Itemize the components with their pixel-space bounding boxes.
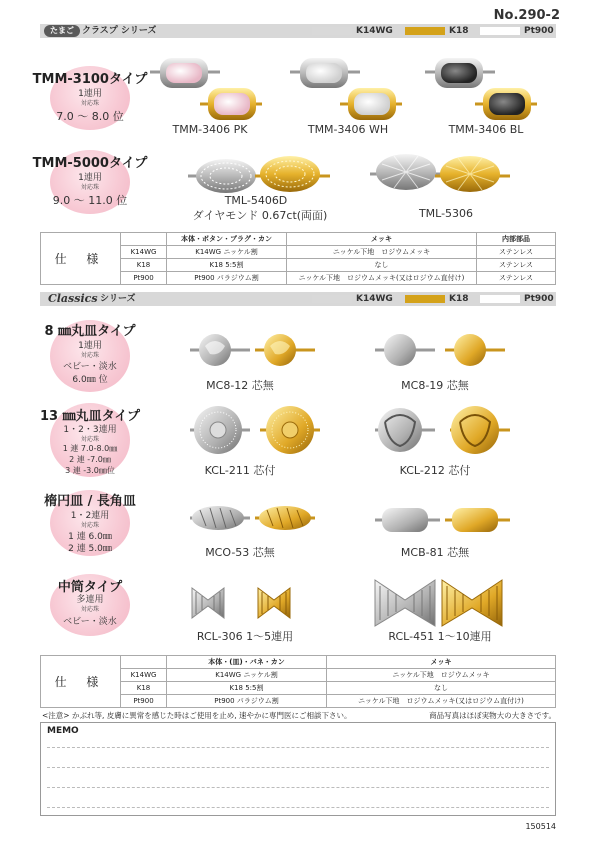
document-number: No.290-2 — [493, 8, 560, 23]
tmm-3406-wh-gold-icon — [340, 88, 402, 120]
tmm-3406-bl-gold-icon — [475, 88, 537, 120]
group-small: 対応珠 — [80, 100, 99, 107]
product-label: TMM-3406 PK — [172, 123, 248, 136]
spec-header: 内部部品 — [477, 233, 556, 246]
group-line: 1・2・3連用 — [63, 425, 117, 435]
group-line: 対応珠 — [80, 352, 99, 359]
spec-cell: K14WG ニッケル割 — [167, 669, 327, 682]
group-range: 7.0 〜 8.0 位 — [56, 110, 124, 123]
group-sub: 1連用 — [78, 173, 102, 183]
spec-cell: K14WG — [121, 669, 167, 682]
product-label: KCL-212 芯付 — [399, 464, 471, 477]
k18-label: K18 — [449, 26, 469, 36]
spec-header: 本体・ボタン・プラグ・カン — [167, 233, 287, 246]
spec-label: 仕 様 — [41, 233, 121, 285]
group-title: 8 ㎜丸皿タイプ — [44, 324, 136, 339]
k14wg-label: K14WG — [356, 294, 393, 304]
group-title: TMM-5000タイプ — [32, 156, 148, 171]
spec-cell: ニッケル下地 ロジウムメッキ — [327, 669, 556, 682]
group-line: ベビー・淡水 — [63, 362, 117, 372]
spec-cell: Pt900 パラジウム割 — [167, 695, 327, 708]
group-small: 対応珠 — [80, 184, 99, 191]
mco-53-silver-icon — [190, 506, 250, 530]
mcb-81-silver-icon — [375, 508, 440, 532]
group-title: 中筒タイプ — [57, 580, 123, 595]
product-label: MCO-53 芯無 — [205, 546, 275, 559]
group-title: TMM-3100タイプ — [32, 72, 148, 87]
memo-line — [47, 747, 549, 748]
spec-header: 本体・(皿)・バネ・カン — [167, 656, 327, 669]
group-line: 対応珠 — [80, 606, 99, 613]
group-line: 2 連 -7.0㎜ — [69, 455, 111, 464]
tml-5306-gold-icon — [435, 156, 510, 192]
tmm-3406-bl-silver-icon — [425, 58, 495, 88]
tml-5306-silver-icon — [370, 154, 442, 190]
spec-cell: ステンレス — [477, 246, 556, 259]
notice-right-text: 商品写真はほぼ実物大の大きさです。 — [429, 711, 556, 720]
product-label: KCL-211 芯付 — [204, 464, 276, 477]
series-bar-classics — [40, 292, 556, 306]
rcl-306-gold-icon — [258, 588, 290, 618]
tml-5406d-silver-diamond-icon — [188, 159, 266, 193]
group-sub: 1連用 — [78, 89, 102, 99]
mc8-19-silver-icon — [375, 334, 435, 366]
series-title-rest: シリーズ — [100, 294, 136, 304]
memo-line — [47, 787, 549, 788]
mc8-12-silver-icon — [190, 334, 250, 366]
memo-title: MEMO — [47, 726, 79, 736]
spec-table-2 — [40, 655, 556, 708]
spec-header: メッキ — [287, 233, 477, 246]
classics-clasp-images — [150, 318, 570, 648]
group-line: 2 連 5.0㎜ — [68, 544, 112, 554]
series-bar-tamago — [40, 24, 556, 38]
spec-cell: K18 — [121, 259, 167, 272]
spec-table-1 — [40, 232, 556, 285]
tmm-3406-pk-silver-icon — [150, 58, 220, 88]
group-line: 6.0㎜ 位 — [72, 375, 108, 385]
spec-cell: K14WG ニッケル割 — [167, 246, 287, 259]
tmm-3406-pk-gold-icon — [200, 88, 262, 120]
product-label: TML-5406D — [224, 194, 288, 207]
pt900-swatch — [480, 27, 520, 35]
spec-cell: K18 — [121, 682, 167, 695]
tmm-3406-wh-silver-icon — [290, 58, 360, 88]
notice-text: <注意> かぶれ等, 皮膚に異常を感じた時はご使用を止め, 速やかに専門医にご相談下さい。 — [42, 711, 352, 720]
tml-5406d-gold-diamond-icon — [255, 156, 330, 192]
spec-cell: なし — [327, 682, 556, 695]
kcl-212-gold-icon — [450, 406, 510, 454]
k18-swatch — [405, 295, 445, 303]
k14wg-swatch — [312, 27, 352, 35]
spec-cell: なし — [287, 259, 477, 272]
product-label: RCL-451 1〜10連用 — [388, 630, 492, 643]
spec-cell: K14WG — [121, 246, 167, 259]
rcl-306-silver-icon — [192, 588, 224, 618]
group-line: 1 連 7.0-8.0㎜ — [62, 444, 118, 453]
k14wg-label: K14WG — [356, 26, 393, 36]
mco-53-gold-icon — [255, 506, 315, 530]
product-label: TMM-3406 WH — [307, 123, 389, 136]
group-line: 対応珠 — [80, 522, 99, 529]
memo-line — [47, 807, 549, 808]
product-label: MCB-81 芯無 — [400, 546, 470, 559]
product-note: ダイヤモンド 0.67ct(両面) — [192, 209, 328, 222]
series-title-italic: Classics — [48, 292, 98, 305]
series-title: クラスプ シリーズ — [82, 26, 157, 36]
product-label: MC8-12 芯無 — [206, 379, 274, 392]
spec-cell: Pt900 — [121, 695, 167, 708]
group-line: 3 連 -3.0㎜位 — [65, 466, 115, 475]
group-title: 楕円皿 / 長角皿 — [44, 494, 136, 509]
kcl-212-silver-icon — [375, 408, 435, 452]
pt900-label: Pt900 — [524, 26, 554, 36]
pt900-swatch — [480, 295, 520, 303]
spec-header: メッキ — [327, 656, 556, 669]
mcb-81-gold-icon — [445, 508, 510, 532]
group-line: 1連用 — [78, 341, 102, 351]
kcl-211-silver-icon — [190, 406, 250, 454]
product-label: TMM-3406 BL — [448, 123, 524, 136]
series-badge: たまご — [44, 25, 80, 37]
product-label: RCL-306 1〜5連用 — [196, 630, 294, 643]
group-line: 対応珠 — [80, 436, 99, 443]
group-line: 多連用 — [76, 595, 104, 605]
rcl-451-gold-icon — [442, 580, 502, 626]
spec-label: 仕 様 — [41, 656, 121, 708]
k18-label: K18 — [449, 294, 469, 304]
mc8-12-gold-icon — [255, 334, 315, 366]
mc8-19-gold-icon — [445, 334, 505, 366]
spec-cell: ニッケル下地 ロジウムメッキ(又はロジウム直付け) — [327, 695, 556, 708]
spec-cell: ステンレス — [477, 272, 556, 285]
group-line: ベビー・淡水 — [63, 617, 117, 627]
spec-cell: K18 5:5割 — [167, 682, 327, 695]
memo-box — [40, 722, 556, 816]
k18-swatch — [405, 27, 445, 35]
product-label: TML-5306 — [418, 207, 474, 220]
memo-line — [47, 767, 549, 768]
spec-cell: K18 5:5割 — [167, 259, 287, 272]
spec-cell: ステンレス — [477, 259, 556, 272]
spec-cell: Pt900 パラジウム割 — [167, 272, 287, 285]
spec-cell: ニッケル下地 ロジウムメッキ — [287, 246, 477, 259]
spec-cell: Pt900 — [121, 272, 167, 285]
group-line: 1 連 6.0㎜ — [68, 532, 112, 542]
rcl-451-silver-icon — [375, 580, 435, 626]
kcl-211-gold-icon — [260, 406, 320, 454]
group-range: 9.0 〜 11.0 位 — [52, 194, 128, 207]
group-line: 1・2連用 — [70, 511, 110, 521]
pt900-label: Pt900 — [524, 294, 554, 304]
product-label: MC8-19 芯無 — [401, 379, 469, 392]
spec-cell: ニッケル下地 ロジウムメッキ(又はロジウム直付け) — [287, 272, 477, 285]
k14wg-swatch — [312, 295, 352, 303]
group-title: 13 ㎜丸皿タイプ — [40, 409, 140, 424]
footer-code: 150514 — [525, 822, 556, 831]
